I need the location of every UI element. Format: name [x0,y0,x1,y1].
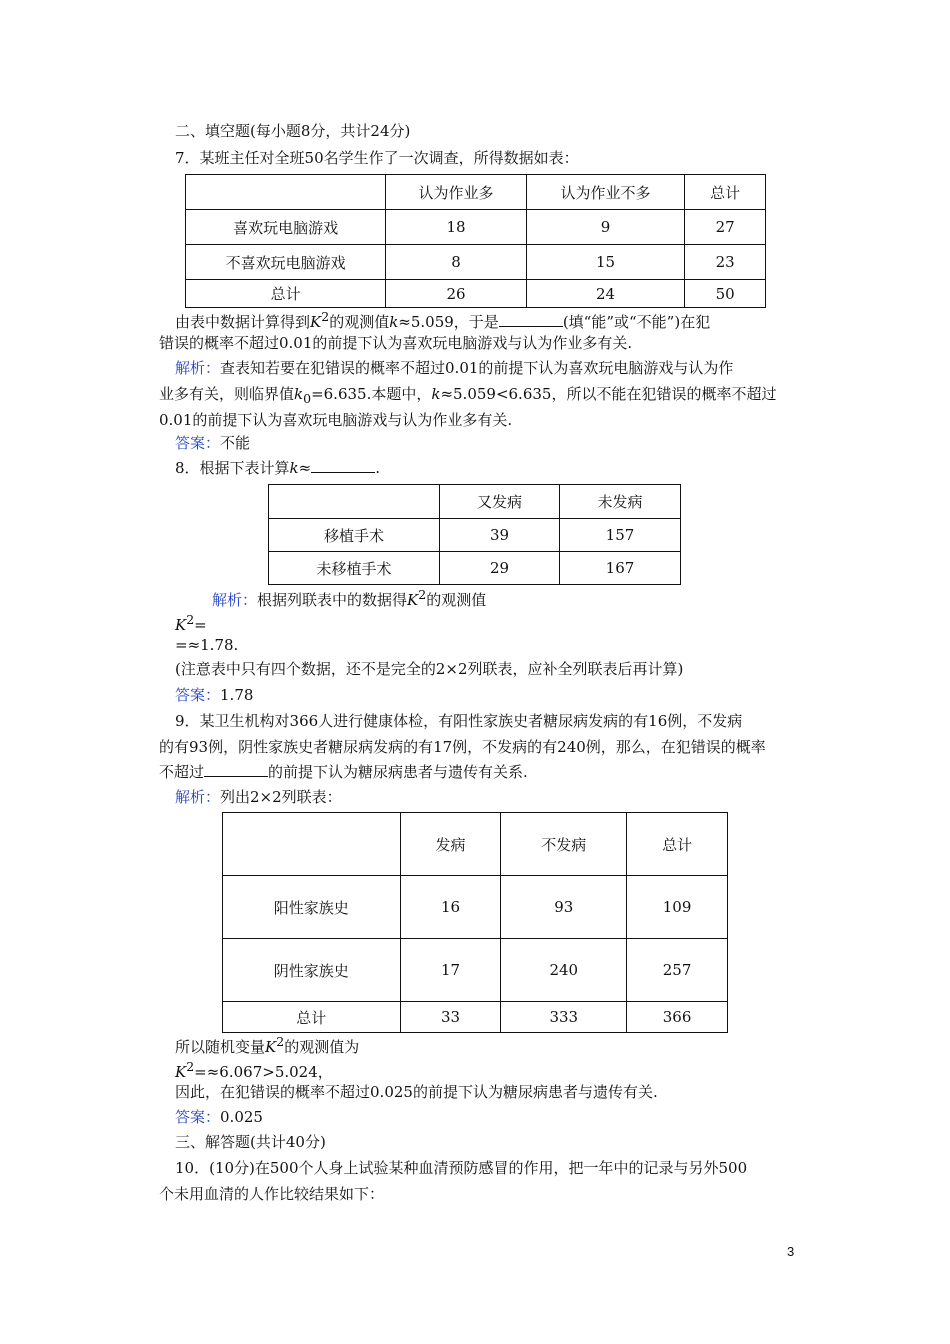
q7-cell: 27 [685,210,766,245]
q7-header-cell: 认为作业不多 [526,175,684,210]
q7-row-label: 不喜欢玩电脑游戏 [186,245,386,280]
q9-cell: 109 [627,876,728,939]
q9-row-label: 阳性家族史 [223,876,401,939]
q10-line-1: 10．(10分)在500个人身上试验某种血清预防感冒的作用，把一年中的记录与另外500 [175,1159,748,1177]
q9-cell: 333 [501,1002,627,1033]
q9-line-1: 9．某卫生机构对366人进行健康体检，有阳性家族史者糖尿病发病的有16例，不发病 [175,712,743,730]
q7-cell: 15 [526,245,684,280]
q7-cell: 24 [526,280,684,308]
answer-label: 答案： [175,686,221,704]
q9-after-line-3: 因此，在犯错误的概率不超过0.025的前提下认为糖尿病患者与遗传有关. [175,1083,658,1101]
q8-header-cell [269,485,440,519]
q8-analysis-line-1: 解析：根据列联表中的数据得$K^2$的观测值 [212,587,487,609]
analysis-label: 解析： [175,359,221,377]
q9-row-label: 总计 [223,1002,401,1033]
q7-analysis-line-2: 业多有关，则临界值$k_0=6.635$.本题中，k≈5.059<6.635，所以不能在犯错误的概率不超过 [159,385,777,406]
q7-cell: 23 [685,245,766,280]
q7-row-label: 总计 [186,280,386,308]
q7-answer: 答案：不能 [175,434,251,452]
q9-cell: 257 [627,939,728,1002]
q9-cell: 93 [501,876,627,939]
section-2-heading: 二、填空题(每小题8分，共计24分) [175,122,411,140]
q8-formula-line-2: =≈1.78. [175,636,239,654]
q9-analysis-line-1: 解析：列出2×2列联表： [175,788,342,806]
q7-answer-blank [499,312,563,327]
q8-cell: 29 [440,552,560,585]
q9-header-cell: 总计 [627,813,728,876]
q9-cell: 17 [400,939,501,1002]
q7-analysis-line-1: 解析：查表知若要在犯错误的概率不超过0.01的前提下认为喜欢玩电脑游戏与认为作 [175,359,734,377]
q9-answer-blank [204,762,268,777]
q8-header-cell: 又发病 [440,485,560,519]
q9-header-cell: 不发病 [501,813,627,876]
q9-line-3: 不超过 的前提下认为糖尿病患者与遗传有关系. [159,763,528,781]
q7-cell: 8 [386,245,527,280]
q8-formula-line-1: $K^2=$ [175,612,207,634]
q9-after-line-2: $K^2=\approx 6.067>5.024$， [175,1059,333,1081]
q8-table [268,484,681,585]
q8-answer: 答案：1.78 [175,686,254,704]
q9-line-2: 的有93例，阴性家族史者糖尿病发病的有17例，不发病的有240例，那么，在犯错误的概率 [159,738,766,756]
q7-prompt: 7．某班主任对全班50名学生作了一次调查，所得数据如表： [175,149,579,167]
q7-stem-line-2: 错误的概率不超过0.01的前提下认为喜欢玩电脑游戏与认为作业多有关. [159,334,633,352]
q8-prompt: 8．根据下表计算k≈ . [175,459,380,477]
q9-header-cell [223,813,401,876]
q9-header-cell: 发病 [400,813,501,876]
q7-header-cell: 总计 [685,175,766,210]
q9-table [222,812,728,1033]
q10-line-2: 个未用血清的人作比较结果如下： [159,1185,385,1203]
section-3-heading: 三、解答题(共计40分) [175,1133,326,1151]
q9-cell: 16 [400,876,501,939]
q9-cell: 33 [400,1002,501,1033]
q7-cell: 18 [386,210,527,245]
page-number: 3 [787,1244,795,1259]
q7-cell: 9 [526,210,684,245]
q8-note: (注意表中只有四个数据，还不是完全的2×2列联表，应补全列联表后再计算) [175,660,684,678]
q7-stem-line-1: 由表中数据计算得到$K^2$的观测值k≈5.059，于是 (填“能”或“不能”)在犯 [175,309,711,331]
q8-row-label: 未移植手术 [269,552,440,585]
q7-table [185,174,766,308]
q9-cell: 240 [501,939,627,1002]
analysis-label: 解析： [175,788,221,806]
q8-cell: 157 [560,519,681,552]
q7-row-label: 喜欢玩电脑游戏 [186,210,386,245]
q9-cell: 366 [627,1002,728,1033]
q7-analysis-line-3: 0.01的前提下认为喜欢玩电脑游戏与认为作业多有关. [159,411,513,429]
q9-after-line-1: 所以随机变量$K^2$的观测值为 [175,1034,360,1056]
q8-cell: 167 [560,552,681,585]
q7-cell: 26 [386,280,527,308]
q8-row-label: 移植手术 [269,519,440,552]
q9-row-label: 阴性家族史 [223,939,401,1002]
analysis-label: 解析： [212,591,258,609]
q8-answer-blank [311,458,375,473]
q8-cell: 39 [440,519,560,552]
answer-label: 答案： [175,434,221,452]
q7-header-cell: 认为作业多 [386,175,527,210]
q9-answer: 答案：0.025 [175,1108,263,1126]
q7-cell: 50 [685,280,766,308]
answer-label: 答案： [175,1108,221,1126]
q8-header-cell: 未发病 [560,485,681,519]
q7-header-cell [186,175,386,210]
